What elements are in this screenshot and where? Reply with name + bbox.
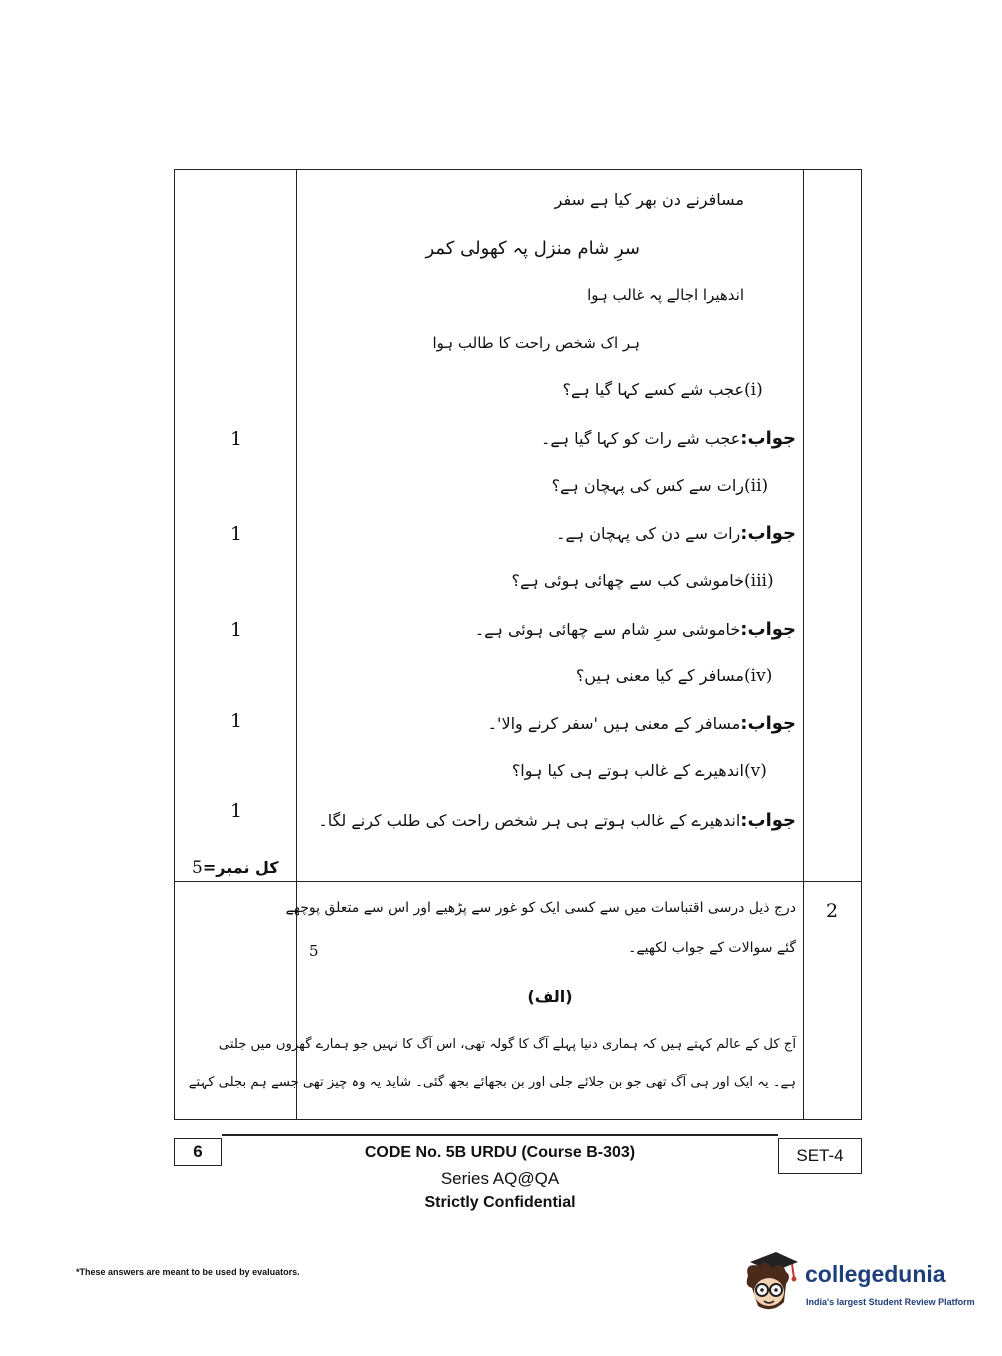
passage-line-1: آج کل کے عالم کہتے ہیں کہ ہماری دنیا پہلے آگ کا گولہ تھی، اس آگ کا نہیں جو ہمارے گھروں میں جلتی xyxy=(218,1037,796,1052)
mark-value: 1 xyxy=(230,428,243,450)
answer-line xyxy=(475,619,796,640)
total-marks-label: کل نمبر= xyxy=(202,858,279,877)
poem-line-4: ہر اک شخص راحت کا طالب ہوا xyxy=(432,334,640,352)
column-divider xyxy=(296,170,297,1119)
answer-label: جواب: xyxy=(740,810,796,831)
mark-value: 1 xyxy=(230,619,243,641)
answer-text: رات سے دن کی پہچان ہے۔ xyxy=(556,524,741,543)
mark-value: 1 xyxy=(230,710,243,732)
question-number: (iii) xyxy=(744,571,774,591)
total-marks xyxy=(192,858,279,878)
answer-label: جواب: xyxy=(740,619,796,640)
brand-tagline: India's largest Student Review Platform xyxy=(806,1297,975,1307)
question-text: رات سے کس کی پہچان ہے؟ xyxy=(551,476,744,495)
answer-text: عجب شے رات کو کہا گیا ہے۔ xyxy=(540,429,741,448)
question-text: مسافر کے کیا معنی ہیں؟ xyxy=(575,666,744,685)
answer-table xyxy=(174,169,862,1120)
series: Series AQ@QA xyxy=(440,1169,560,1188)
poem-line-3: اندھیرا اجالے پہ غالب ہوا xyxy=(587,286,744,304)
column-divider xyxy=(803,170,804,1119)
answer-text: اندھیرے کے غالب ہوتے ہی ہر شخص راحت کی طلب کرنے لگا۔ xyxy=(318,811,741,830)
question-2-instruction-line-1: درج ذیل درسی اقتباسات میں سے کسی ایک کو غور سے پڑھیے اور اس سے متعلق پوچھے xyxy=(285,900,796,916)
answer-line xyxy=(318,810,796,831)
evaluator-note: *These answers are meant to be used by evaluators. xyxy=(76,1267,300,1277)
question-number: (iv) xyxy=(744,666,773,686)
answer-label: جواب: xyxy=(740,523,796,544)
answer-text: خاموشی سرِ شام سے چھائی ہوئی ہے۔ xyxy=(474,620,741,639)
passage-heading: (الف) xyxy=(527,987,573,1006)
poem-line-1: مسافرنے دن بھر کیا ہے سفر xyxy=(554,190,744,209)
question-number: (i) xyxy=(744,380,763,400)
poem-line-2: سرِ شام منزل پہ کھولی کمر xyxy=(425,238,640,259)
mark-value: 1 xyxy=(230,523,243,545)
answer-line xyxy=(556,523,796,544)
row-divider xyxy=(175,881,861,882)
question-text: عجب شے کسے کہا گیا ہے؟ xyxy=(562,380,744,399)
answer-label: جواب: xyxy=(740,713,796,734)
question-text: خاموشی کب سے چھائی ہوئی ہے؟ xyxy=(511,571,744,590)
total-marks-value: 5 xyxy=(192,858,203,878)
page-number: 6 xyxy=(174,1138,222,1166)
question-text: اندھیرے کے غالب ہوتے ہی کیا ہوا؟ xyxy=(511,761,744,780)
question-2-marks: 5 xyxy=(309,942,319,960)
answer-label: جواب: xyxy=(740,428,796,449)
passage-line-2: ہے۔ یہ ایک اور ہی آگ تھی جو بن جلائے جلی اور بن بجھائے بجھ گئی۔ شاید یہ وہ چیز تھی جسے ہم بجلی کہتے xyxy=(188,1075,796,1090)
question-number: (ii) xyxy=(744,476,769,496)
brand-name: collegedunia xyxy=(805,1261,946,1287)
answer-line xyxy=(488,713,796,734)
confidential-label: Strictly Confidential xyxy=(424,1194,576,1211)
answer-line xyxy=(541,428,796,449)
answer-text: مسافر کے معنی ہیں 'سفر کرنے والا'۔ xyxy=(487,714,741,733)
set-number: SET-4 xyxy=(778,1138,862,1174)
graduate-mascot-icon xyxy=(742,1248,802,1320)
question-number: (v) xyxy=(744,761,767,781)
mark-value: 1 xyxy=(230,800,243,822)
question-2-instruction-line-2: گئے سوالات کے جواب لکھیے۔ xyxy=(628,940,796,956)
question-2-number: 2 xyxy=(826,900,839,922)
code-number: CODE No. 5B URDU (Course B-303) xyxy=(364,1144,636,1161)
footer-rule xyxy=(222,1134,778,1136)
